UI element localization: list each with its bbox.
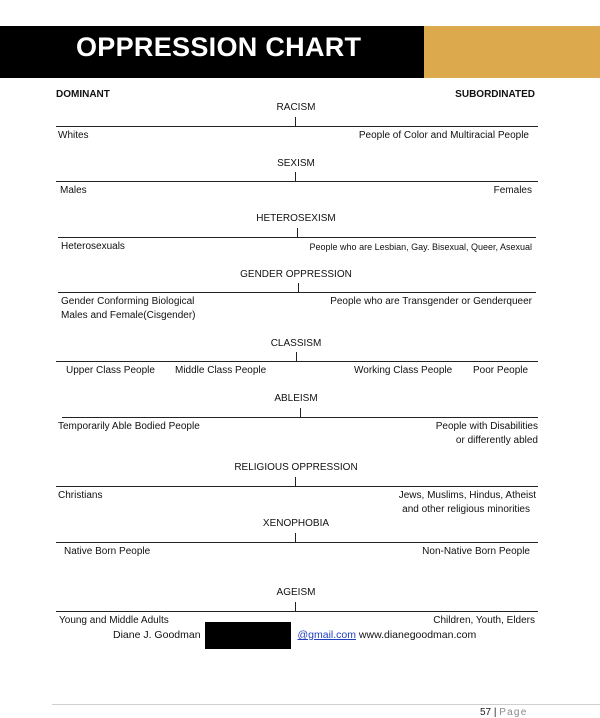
category-classism: CLASSISM xyxy=(270,338,322,349)
dominant-gender-oppression-line1: Gender Conforming Biological xyxy=(61,296,195,307)
dominant-xenophobia: Native Born People xyxy=(64,546,151,557)
website-text[interactable]: www.dianegoodman.com xyxy=(358,629,477,641)
author-name: Diane J. Goodman xyxy=(113,629,201,641)
subordinated-sexism: Females xyxy=(493,185,532,196)
subordinated-religious-line2: and other religious minorities xyxy=(402,504,530,515)
subordinated-religious-line1: Jews, Muslims, Hindus, Atheist xyxy=(398,490,536,501)
dominant-heterosexism: Heterosexuals xyxy=(61,241,125,252)
category-sexism: SEXISM xyxy=(277,158,315,169)
dominant-ableism: Temporarily Able Bodied People xyxy=(58,421,200,432)
row-divider-xenophobia xyxy=(295,533,296,543)
row-line-racism xyxy=(56,126,538,127)
title-banner xyxy=(0,26,600,78)
category-ableism: ABLEISM xyxy=(274,393,318,404)
row-divider-gender-oppression xyxy=(298,283,299,293)
category-xenophobia: XENOPHOBIA xyxy=(262,518,330,529)
subordinated-racism: People of Color and Multiracial People xyxy=(358,130,529,141)
row-line-gender-oppression xyxy=(58,292,536,293)
row-line-religious-oppression xyxy=(56,486,538,487)
page-title: OPPRESSION CHART xyxy=(76,32,362,62)
page-word: Page xyxy=(499,707,528,718)
dominant-racism: Whites xyxy=(58,130,89,141)
row-divider-sexism xyxy=(295,172,296,182)
row-line-classism xyxy=(56,361,538,362)
subordinated-classism-working: Working Class People xyxy=(354,365,453,376)
row-line-ageism xyxy=(56,611,538,612)
category-religious-oppression: RELIGIOUS OPPRESSION xyxy=(234,462,358,473)
subordinated-ableism-line1: People with Disabilities xyxy=(435,421,538,432)
dominant-classism-middle: Middle Class People xyxy=(175,365,267,376)
redacted-block xyxy=(205,622,291,649)
page-number: 57 xyxy=(480,707,492,718)
row-divider-classism xyxy=(296,352,297,362)
dominant-ageism: Young and Middle Adults xyxy=(59,615,169,626)
dominant-sexism: Males xyxy=(60,185,87,196)
dominant-religious-oppression: Christians xyxy=(58,490,103,501)
subordinated-ableism-line2: or differently abled xyxy=(455,435,538,446)
category-racism: RACISM xyxy=(276,102,316,113)
footer-rule xyxy=(52,704,600,705)
page-footer xyxy=(480,707,527,718)
row-divider-religious-oppression xyxy=(295,477,296,487)
subordinated-column-header: SUBORDINATED xyxy=(455,89,535,100)
author-credit xyxy=(113,629,476,641)
row-divider-racism xyxy=(295,117,296,127)
banner-gold-block xyxy=(424,26,600,78)
row-divider-heterosexism xyxy=(297,228,298,238)
email-link[interactable]: @gmail.com xyxy=(297,629,356,641)
subordinated-gender-oppression: People who are Transgender or Genderqueer xyxy=(330,296,532,307)
category-heterosexism: HETEROSEXISM xyxy=(256,213,336,224)
row-divider-ageism xyxy=(295,602,296,612)
row-line-xenophobia xyxy=(56,542,538,543)
dominant-column-header: DOMINANT xyxy=(56,89,110,100)
subordinated-heterosexism: People who are Lesbian, Gay. Bisexual, Queer, Asexual xyxy=(309,242,532,252)
category-ageism: AGEISM xyxy=(276,587,316,598)
dominant-gender-oppression-line2: Males and Female(Cisgender) xyxy=(61,310,196,321)
dominant-classism-upper: Upper Class People xyxy=(66,365,155,376)
row-line-sexism xyxy=(56,181,538,182)
page-separator: | xyxy=(493,707,497,718)
subordinated-classism-poor: Poor People xyxy=(473,365,529,376)
subordinated-xenophobia: Non-Native Born People xyxy=(422,546,530,557)
row-divider-ableism xyxy=(300,408,301,418)
category-gender-oppression: GENDER OPPRESSION xyxy=(240,269,352,280)
subordinated-ageism: Children, Youth, Elders xyxy=(433,615,535,626)
